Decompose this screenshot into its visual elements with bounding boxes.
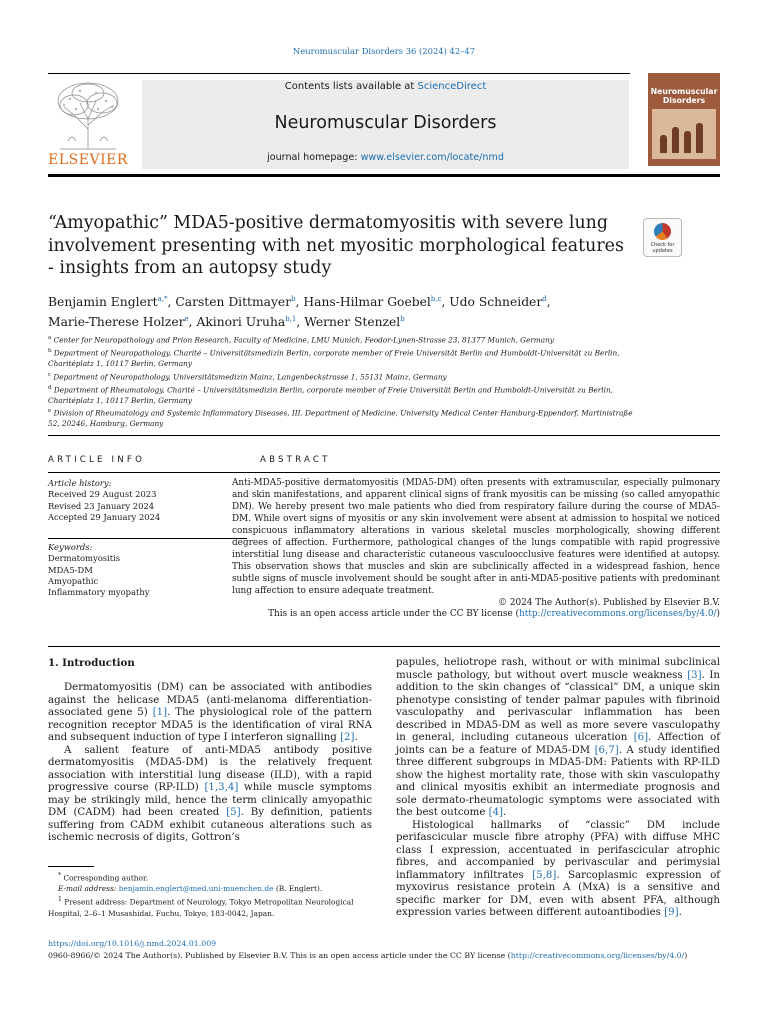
corresponding-email-link[interactable]: benjamin.englert@med.uni-muenchen.de: [118, 884, 274, 894]
author-list: Benjamin Englert$^{a,*}$, Carsten Dittmayer$^b$, Hans-Hilmar Goebel$^{b,c}$, Udo Schneider$^d$, Marie-Therese Holzer$^e$, Akinori Uruha$^{b,1}$, Werner Stenzel$^b$: [48, 295, 551, 330]
citation-link[interactable]: [5]: [226, 807, 241, 818]
corresponding-text: Corresponding author.: [63, 873, 149, 883]
affiliation-text: Center for Neuropathology and Prion Research, Faculty of Medicine, LMU Munich, Feodor-Lynen-Strasse 23, 81377 Munich, Germany: [53, 335, 554, 345]
body-column-right: [396, 657, 720, 920]
body-text: . Affection of joints can be a feature of MDA5-DM: [396, 732, 720, 756]
abstract-rule: [232, 472, 720, 473]
author-affiliation-marker[interactable]: b,1: [285, 315, 297, 324]
footnotes: [48, 870, 372, 919]
body-text: . A study identified three different subgroups in MDA5-DM: Patients with RP-ILD show the highest mortality rate, those with skin vasculopathy and clinical myositis exhibit an intermediate prognosis and sole dermato-rheumatologic symptoms were associated with the best outcome: [396, 744, 720, 818]
footnote-marker: 1: [58, 896, 62, 904]
body-paragraph: [48, 682, 372, 745]
footnote-corresponding: [48, 870, 372, 883]
author-name[interactable]: Marie-Therese Holzer: [48, 315, 185, 330]
citation-link[interactable]: [4]: [488, 807, 504, 818]
affiliation-text: Division of Rheumatology and Systemic Inflammatory Diseases, III. Department of Medicine, University Medical Center Hamburg-Eppendorf, Martinistraße 52, 20246, Hamburg, Germany: [48, 408, 633, 429]
body-text: . Sarcoplasmic expression of myxovirus resistance protein A (MxA) is a sensitive and specific marker for DM, even with absent PFA, although expression varies between different autoantibodies: [396, 869, 720, 918]
affiliation-item: [48, 333, 638, 346]
body-paragraph: [396, 820, 720, 920]
affiliation-label: a: [48, 335, 52, 341]
elsevier-tree-icon: [50, 79, 126, 151]
abstract-text: Anti-MDA5-positive dermatomyositis (MDA5-DM) often presents with extramuscular, especially pulmonary and skin manifestations, and apparent clinical signs of frank myositis can be missing (so called amyopathic DM). We hereby present two male patients who died from respiratory failure during the course of MDA5-DM. While overt signs of myositis or any skin involvement were absent at admission to hospital we noticed conspicuous inflammatory alterations in various skeletal muscles morphologically, showing different degrees of affection. Furthermore, pathological changes of the lungs compatible with rapid progressive interstitial lung disease and characteristic cutaneous vasculoocclusive features were identified at autopsy. This observation shows that muscles and skin are subclinically affected in a widespread fashion, hence subtle signs of muscle involvement should be sought after in anti-MDA5-positive patients with predominant lung affection to ensure adequate treatment.: [232, 478, 720, 596]
footnote-present-address: [48, 894, 372, 918]
affiliation-item: [48, 383, 638, 407]
citation-link[interactable]: [1,3,4]: [204, 782, 239, 793]
body-text: .: [678, 907, 682, 918]
body-text: .: [503, 807, 507, 818]
affiliation-label: d: [48, 384, 52, 391]
history-revised: Revised 23 January 2024: [48, 500, 155, 511]
body-paragraph: [48, 745, 372, 845]
citation-link[interactable]: [9]: [664, 907, 679, 918]
elsevier-wordmark: ELSEVIER: [48, 152, 128, 168]
asterisk-marker: *: [58, 872, 62, 879]
elsevier-logo[interactable]: [48, 79, 128, 167]
cc-license-link[interactable]: http://creativecommons.org/licenses/by/4.0/: [519, 609, 717, 620]
cover-figure: [684, 131, 691, 153]
section-rule: [48, 435, 720, 436]
sciencedirect-link[interactable]: ScienceDirect: [417, 81, 487, 92]
check-updates-label: Check for updates: [650, 242, 675, 254]
author-name[interactable]: Udo Schneider: [449, 295, 543, 310]
cover-figure: [660, 135, 667, 153]
contents-available-line: [142, 81, 629, 92]
journal-cover-thumbnail[interactable]: [648, 73, 720, 166]
doi-link[interactable]: https://doi.org/10.1016/j.nmd.2024.01.009: [48, 939, 217, 948]
article-info-rule: [48, 472, 247, 473]
body-text: Dermatomyositis (DM) can be associated with antibodies against the helicase MDA5 (anti-melanoma differentiation-associated gene 5): [48, 682, 372, 718]
history-label: Article history:: [48, 478, 112, 488]
body-text: while muscle symptoms may be strikingly mild, hence the term clinically amyopathic DM (CADM) had been created: [48, 782, 372, 818]
body-text: . By definition, patients suffering from CADM exhibit cutaneous alterations such as ischemic necrosis of digits, Gottron’s: [48, 807, 372, 843]
body-text: . The physiological role of the pattern recognition receptor MDA5 is the identification of viral RNA and subsequent induction of type I interferon signalling: [48, 707, 372, 743]
body-text: Histological hallmarks of “classic” DM include perifascicular muscle fibre atrophy (PFA) with diffuse MHC class I expression, accentuated in perifascicular atrophic fibres, and accompanied by perivascular and perimysial inflammatory infiltrates: [396, 819, 720, 881]
author-name[interactable]: Carsten Dittmayer: [175, 295, 292, 310]
footer-license-prefix: 0960-8966/© 2024 The Author(s). Published by Elsevier B.V. This is an open access article under the CC BY license (: [48, 951, 511, 960]
keyword-item: Dermatomyositis: [48, 553, 121, 564]
citation-link[interactable]: [6,7]: [594, 744, 619, 756]
citation-link[interactable]: [6]: [633, 732, 649, 743]
author-affiliation-marker[interactable]: d: [542, 295, 547, 303]
author-name[interactable]: Werner Stenzel: [304, 315, 401, 330]
affiliation-text: Department of Neuropathology, Charité – Universitätsmedizin Berlin, corporate member of Freie Universität Berlin and Humboldt-Universität zu Berlin, Charitéplatz 1, 10117 Berlin, Germany: [48, 348, 620, 369]
journal-reference[interactable]: Neuromuscular Disorders 36 (2024) 42–47: [292, 46, 476, 56]
affiliation-text: Department of Neuropathology, Universitätsmedizin Mainz, Langenbeckstrasse 1, 55131 Mainz, Germany: [53, 372, 447, 382]
keywords-block: [48, 542, 247, 598]
contents-prefix: Contents lists available at: [284, 81, 418, 92]
abstract-heading: ABSTRACT: [260, 455, 331, 465]
keywords-label: Keywords:: [48, 542, 93, 552]
affiliation-label: b: [48, 348, 52, 355]
affiliation-label: c: [48, 371, 52, 378]
journal-title: Neuromuscular Disorders: [274, 113, 497, 133]
cover-title: Neuromuscular Disorders: [650, 87, 718, 105]
body-text: papules, heliotrope rash, without or with minimal subclinical muscle pathology, but without overt muscle weakness: [396, 657, 720, 681]
citation-link[interactable]: [3]: [687, 669, 702, 681]
article-info-heading: ARTICLE INFO: [48, 455, 146, 465]
author-affiliation-marker[interactable]: e: [184, 315, 189, 324]
affiliation-item: [48, 370, 638, 383]
abstract-copyright: © 2024 The Author(s). Published by Elsevier B.V.: [498, 597, 720, 608]
citation-link[interactable]: [1]: [152, 707, 168, 718]
abstract-body: [232, 478, 720, 621]
keyword-item: Amyopathic: [48, 575, 99, 586]
body-text: . In addition to the skin changes of “classical” DM, a unique skin phenotype consisting of tender palmar papules with fibrinoid vasculopathy and perivascular inflammation has been described in MDA5-DM as well as more severe vasculopathy in general, including cutaneous ulceration: [396, 669, 720, 743]
history-accepted: Accepted 29 January 2024: [48, 511, 161, 522]
cover-figure: [696, 123, 703, 153]
body-text: .: [354, 732, 358, 743]
keywords-rule: [48, 538, 247, 539]
body-column-left: [48, 682, 372, 845]
citation-link[interactable]: [2]: [340, 732, 355, 743]
affiliation-item: [48, 406, 638, 430]
history-received: Received 29 August 2023: [48, 489, 157, 500]
affiliation-text: Department of Rheumatology, Charité – Universitätsmedizin Berlin, corporate member of Freie Universität Berlin and Humboldt-Universität zu Berlin, Charitéplatz 1, 10117 Berlin, Germany: [48, 385, 613, 405]
email-label: E-mail address:: [58, 884, 119, 894]
author-name[interactable]: Akinori Uruha: [196, 315, 286, 330]
author-name[interactable]: Hans-Hilmar Goebel: [303, 295, 431, 310]
present-address-text: Present address: Department of Neurology, Tokyo Metropolitan Neurological Hospital, 2–6–1 Musashidai, Fuchu, Tokyo, 183-0042, Japan.: [48, 897, 354, 918]
article-title: “Amyopathic” MDA5-positive dermatomyositis with severe lung involvement presenting with net myositic morphological features - insights from an autopsy study: [48, 213, 624, 278]
check-for-updates-badge[interactable]: [643, 218, 682, 257]
license-suffix: ): [716, 609, 720, 620]
email-suffix: (B. Englert).: [273, 884, 323, 894]
body-paragraph: [396, 657, 720, 820]
cover-figure: [672, 127, 679, 153]
license-prefix: This is an open access article under the CC BY license (: [268, 609, 519, 620]
cover-illustration: [652, 109, 716, 159]
check-updates-icon: [654, 223, 671, 240]
header-bottom-rule: [48, 174, 720, 177]
journal-homepage-link[interactable]: www.elsevier.com/locate/nmd: [360, 152, 504, 163]
affiliation-list: [48, 333, 638, 430]
body-rule: [48, 646, 720, 647]
author-name[interactable]: Benjamin Englert: [48, 295, 158, 310]
footer-cc-license-link[interactable]: http://creativecommons.org/licenses/by/4.0/: [510, 951, 685, 960]
section-heading-introduction: 1. Introduction: [48, 657, 135, 669]
footnote-rule: [48, 866, 94, 867]
header-top-rule: [48, 73, 630, 74]
footnote-email: [48, 883, 372, 894]
citation-link[interactable]: [5,8]: [532, 869, 557, 881]
homepage-prefix: journal homepage:: [267, 152, 361, 163]
affiliation-item: [48, 346, 638, 370]
keyword-item: Inflammatory myopathy: [48, 587, 150, 598]
footer-license-line: [48, 951, 687, 960]
keyword-item: MDA5-DM: [48, 564, 93, 575]
author-affiliation-marker[interactable]: a,*: [157, 295, 168, 303]
author-affiliation-marker[interactable]: b: [291, 295, 296, 303]
author-affiliation-marker[interactable]: b,c: [430, 295, 442, 303]
abstract-license: [232, 609, 720, 621]
author-affiliation-marker[interactable]: b: [400, 315, 405, 324]
article-history: [48, 478, 247, 523]
body-text: A salient feature of anti-MDA5 antibody positive dermatomyositis (MDA5-DM) is the relatively frequent association with interstitial lung disease (ILD), with a rapid progressive course (RP-ILD): [48, 744, 372, 793]
footer-license-suffix: ): [684, 951, 688, 960]
journal-homepage-line: [142, 152, 629, 163]
affiliation-label: e: [48, 408, 52, 415]
